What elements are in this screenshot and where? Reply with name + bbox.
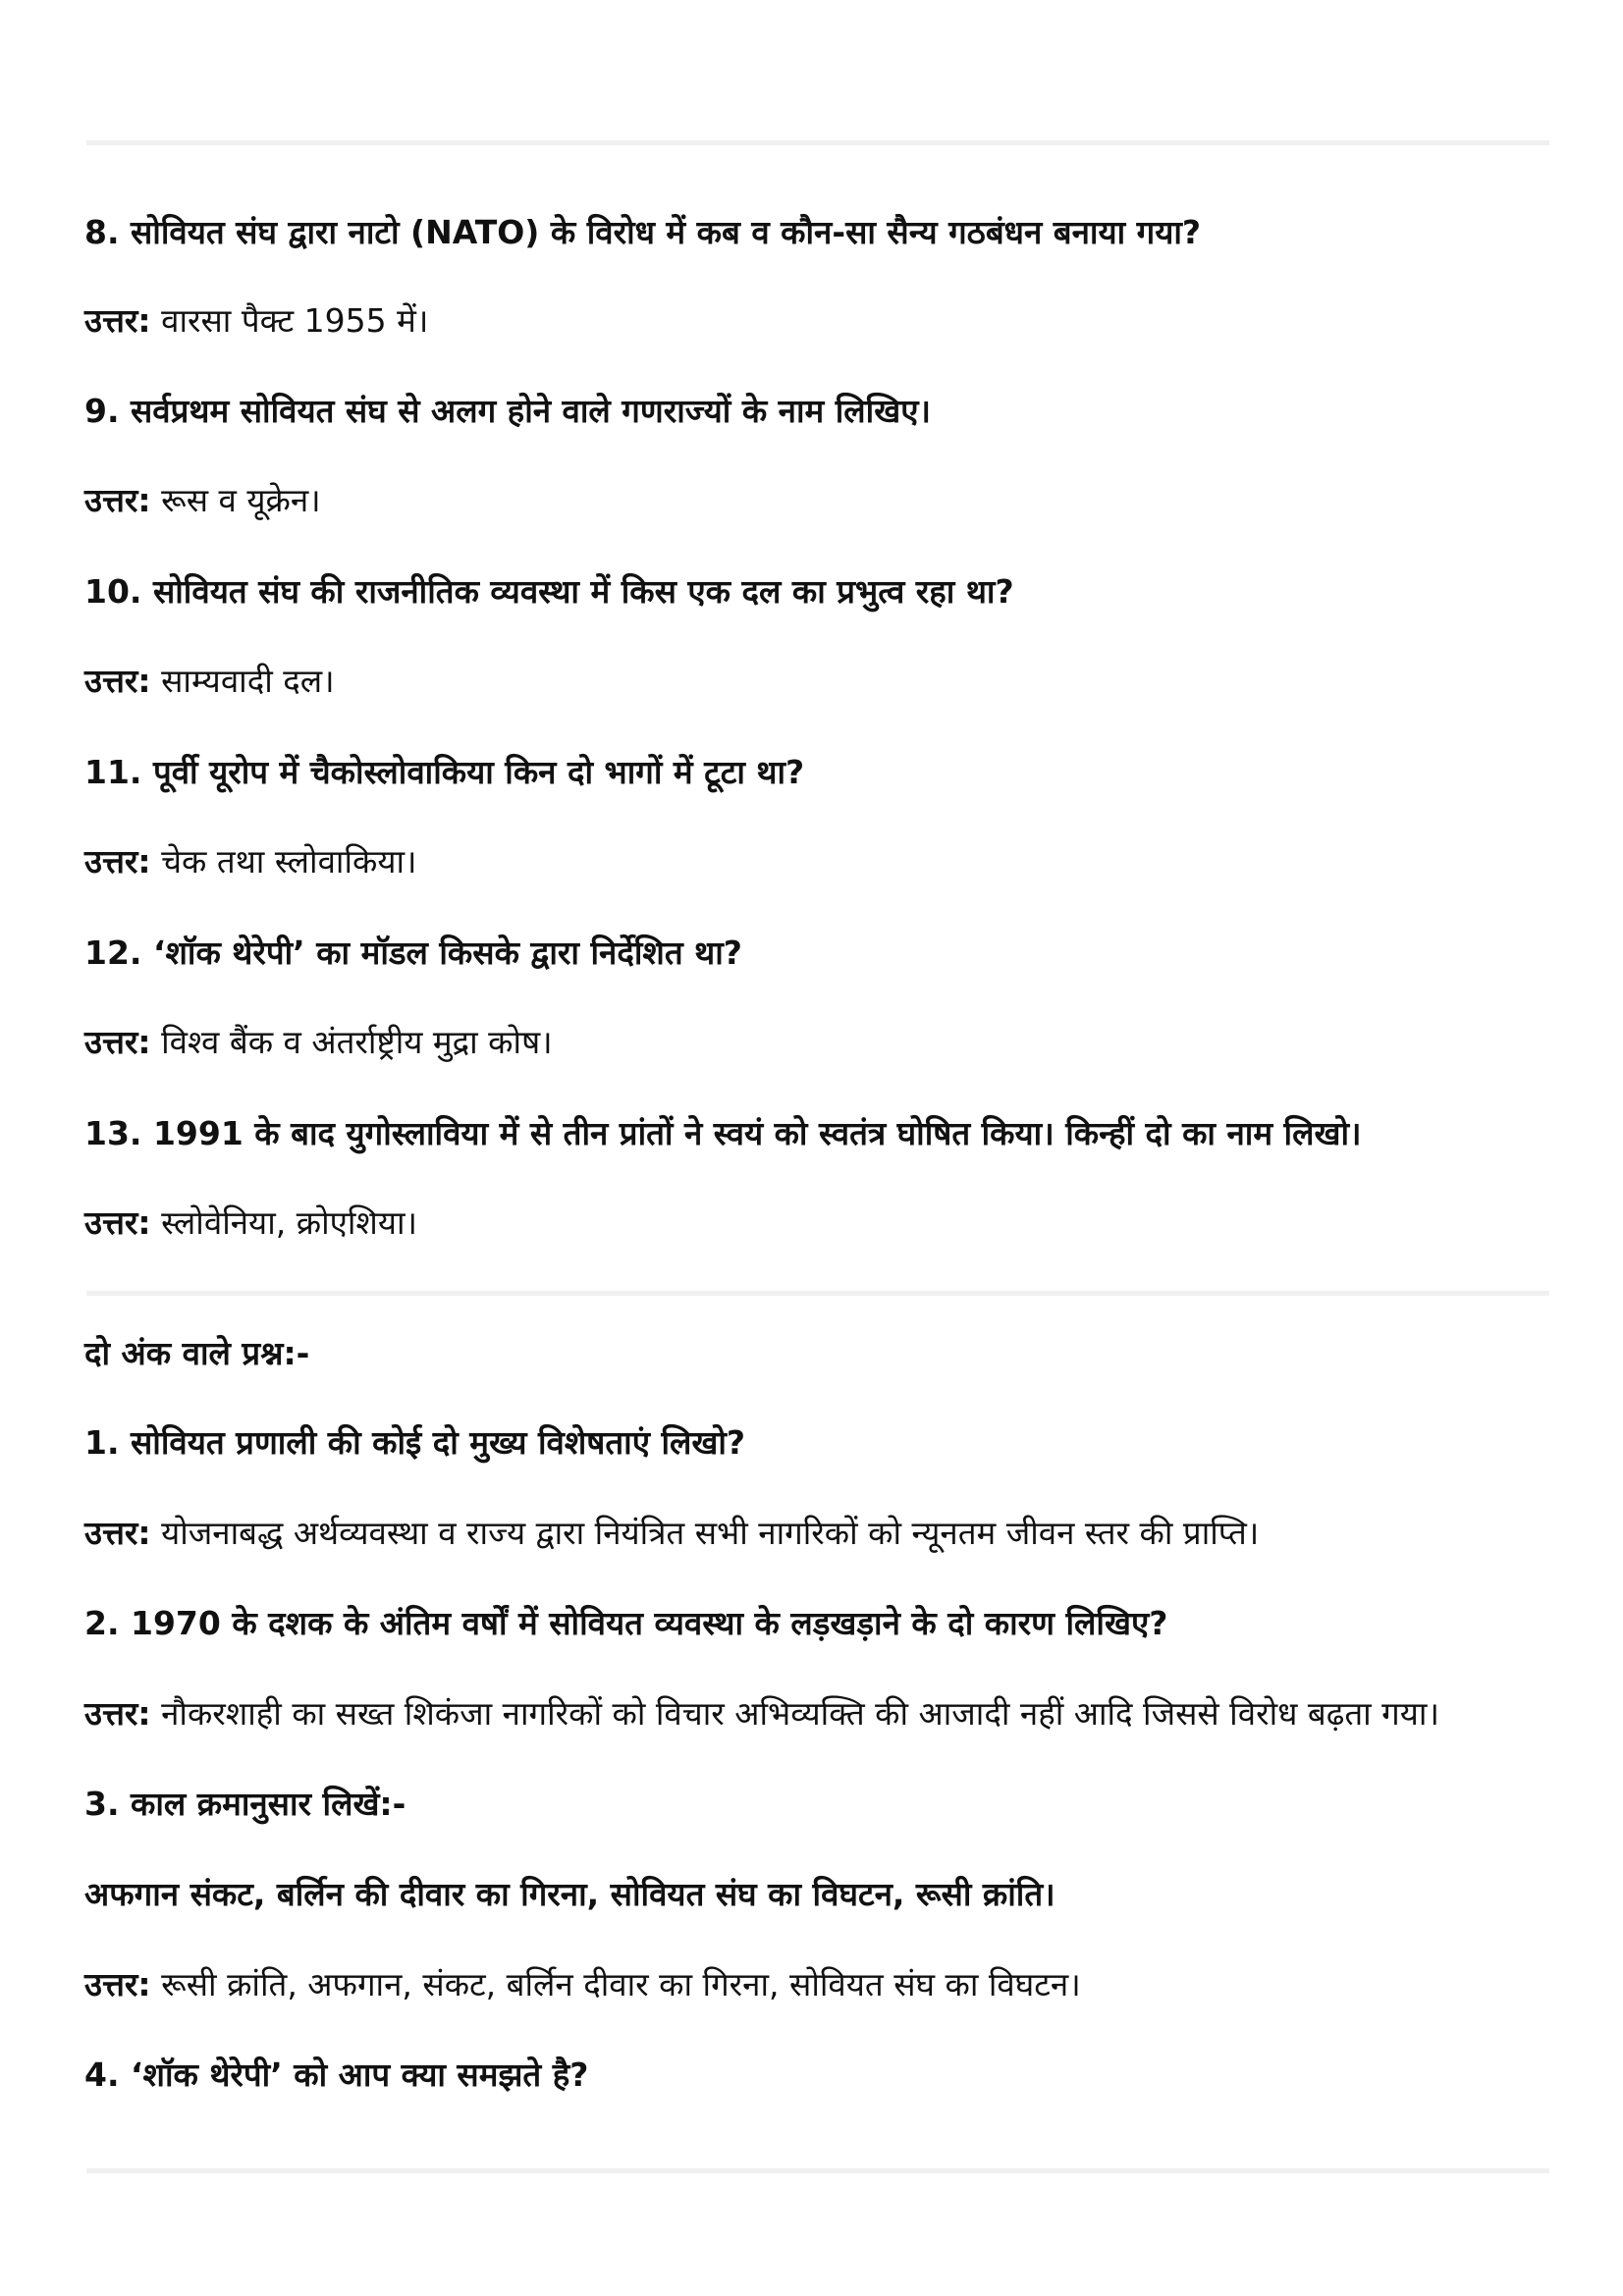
section-heading: दो अंक वाले प्रश्न:- [84, 1334, 310, 1372]
question-11: 11. पूर्वी यूरोप में चैकोस्लोवाकिया किन दो भागों में टूटा था? [84, 753, 805, 791]
answer-text: स्लोवेनिया, क्रोएशिया। [161, 1203, 418, 1242]
answer-9 [84, 477, 1564, 524]
question-10: 10. सोवियत संघ की राजनीतिक व्यवस्था में किस एक दल का प्रभुत्व रहा था? [84, 572, 1014, 611]
question-3: 3. काल क्रमानुसार लिखें:- [84, 1785, 406, 1823]
answer-text: साम्यवादी दल। [161, 662, 335, 700]
answer-text: वारसा पैक्ट 1955 में। [161, 301, 429, 340]
answer-label: उत्तर: [84, 1694, 151, 1733]
bottom-divider [86, 2168, 1549, 2173]
answer-12 [84, 1019, 1564, 1066]
answer-label: उत्तर: [84, 662, 151, 700]
answer-label: उत्तर: [84, 1514, 151, 1552]
answer-text: नौकरशाही का सख्त शिकंजा नागरिकों को विचार अभिव्यक्ति की आजादी नहीं आदि जिससे विरोध बढ़ता गया। [161, 1694, 1439, 1733]
answer-text: विश्व बैंक व अंतर्राष्ट्रीय मुद्रा कोष। [161, 1023, 553, 1061]
answer-13 [84, 1200, 1564, 1247]
answer-3 [84, 1961, 1564, 2008]
answer-label: उत्तर: [84, 842, 151, 881]
answer-text: रूसी क्रांति, अफगान, संकट, बर्लिन दीवार का गिरना, सोवियत संघ का विघटन। [161, 1965, 1081, 2003]
answer-1 [84, 1510, 1564, 1557]
answer-label: उत्तर: [84, 1023, 151, 1061]
answer-label: उत्तर: [84, 301, 151, 340]
question-3-items: अफगान संकट, बर्लिन की दीवार का गिरना, सोवियत संघ का विघटन, रूसी क्रांति। [84, 1875, 1055, 1913]
answer-text: रूस व यूक्रेन। [161, 481, 321, 519]
question-2: 2. 1970 के दशक के अंतिम वर्षों में सोवियत व्यवस्था के लड़खड़ाने के दो कारण लिखिए? [84, 1604, 1168, 1642]
top-divider [86, 140, 1549, 145]
question-13: 13. 1991 के बाद युगोस्लाविया में से तीन प्रांतों ने स्वयं को स्वतंत्र घोषित किया। किन्हीं दो का नाम लिखो। [84, 1114, 1362, 1152]
section-divider [86, 1291, 1549, 1296]
answer-11 [84, 838, 1564, 885]
question-8: 8. सोवियत संघ द्वारा नाटो (NATO) के विरोध में कब व कौन-सा सैन्य गठबंधन बनाया गया? [84, 213, 1202, 251]
answer-label: उत्तर: [84, 1203, 151, 1242]
question-1: 1. सोवियत प्रणाली की कोई दो मुख्य विशेषताएं लिखो? [84, 1423, 746, 1462]
answer-10 [84, 658, 1564, 705]
answer-text: योजनाबद्ध अर्थव्यवस्था व राज्य द्वारा नियंत्रित सभी नागरिकों को न्यूनतम जीवन स्तर की प्राप्ति। [161, 1514, 1260, 1552]
answer-label: उत्तर: [84, 1965, 151, 2003]
answer-2 [84, 1690, 1564, 1737]
answer-8 [84, 297, 1564, 345]
question-4: 4. ‘शॉक थेरेपी’ को आप क्या समझते है? [84, 2056, 589, 2094]
question-9: 9. सर्वप्रथम सोवियत संघ से अलग होने वाले गणराज्यों के नाम लिखिए। [84, 392, 931, 430]
answer-label: उत्तर: [84, 481, 151, 519]
question-12: 12. ‘शॉक थेरेपी’ का मॉडल किसके द्वारा निर्देशित था? [84, 934, 742, 972]
answer-text: चेक तथा स्लोवाकिया। [161, 842, 417, 881]
